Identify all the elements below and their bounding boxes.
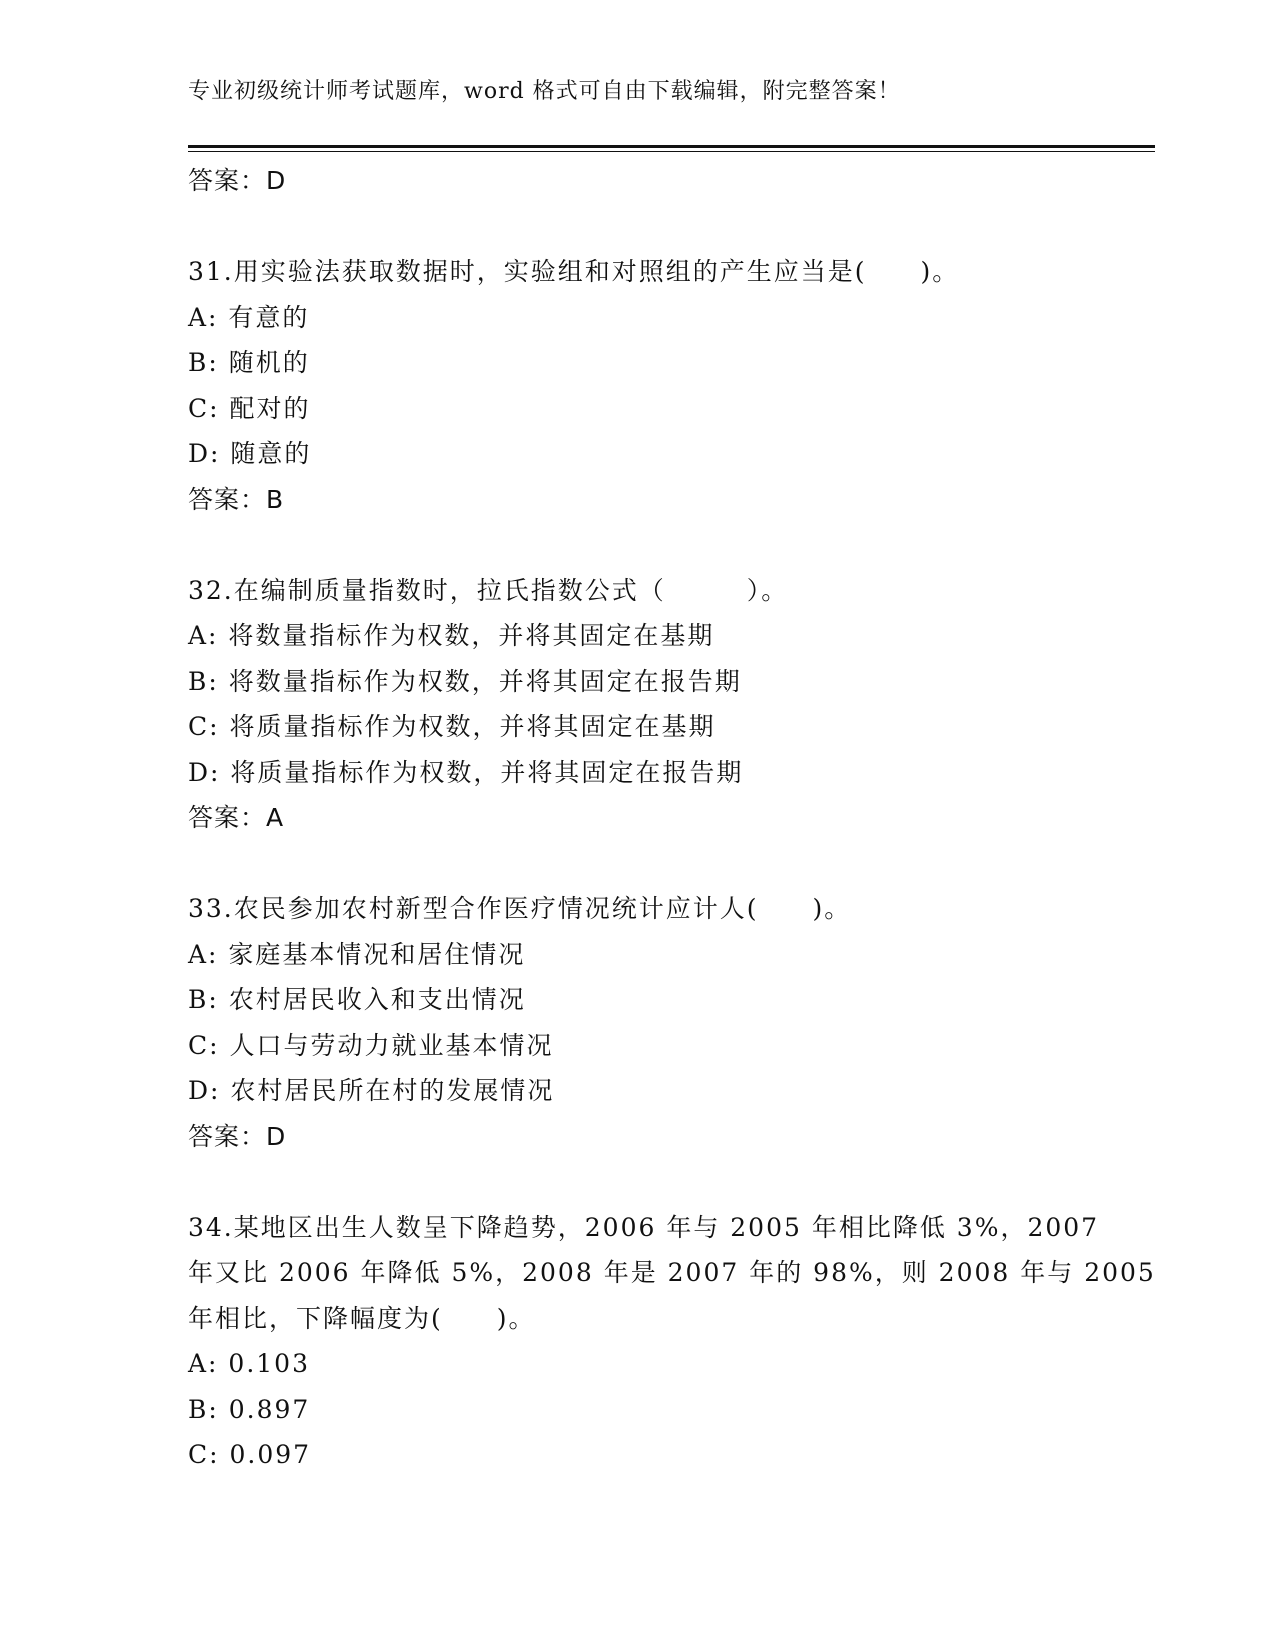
- spacer: [188, 841, 1088, 887]
- question-32: 32.在编制质量指数时，拉氏指数公式（ ）。: [188, 575, 789, 605]
- option-c: C: 0.097: [188, 1440, 312, 1469]
- option-b: B: 将数量指标作为权数，并将其固定在报告期: [188, 666, 742, 696]
- option-c: C: 人口与劳动力就业基本情况: [188, 1030, 554, 1060]
- option-b: B: 0.897: [188, 1394, 311, 1424]
- answer-label: 答案：D: [188, 1121, 287, 1151]
- option-b: B: 农村居民收入和支出情况: [188, 985, 526, 1014]
- option-a: A: 0.103: [188, 1349, 310, 1378]
- question-list: [188, 158, 1156, 1478]
- question-34-line-1: 34.某地区出生人数呈下降趋势，2006 年与 2005 年相比降低 3%，2007: [188, 1212, 1100, 1242]
- spacer: [188, 1159, 1088, 1205]
- question-34-line-2: 年又比 2006 年降低 5%，2008 年是 2007 年的 98%，则 2008 年与 2005: [188, 1258, 1156, 1287]
- page-header: 专业初级统计师考试题库，word 格式可自由下载编辑，附完整答案！: [188, 79, 901, 104]
- option-a: A: 有意的: [188, 302, 310, 332]
- option-d: D: 农村居民所在村的发展情况: [188, 1076, 555, 1105]
- option-d: D: 随意的: [188, 439, 312, 468]
- option-b: B: 随机的: [188, 348, 310, 377]
- answer-label: 答案：B: [188, 484, 285, 514]
- option-c: C: 将质量指标作为权数，并将其固定在基期: [188, 712, 716, 741]
- spacer: [188, 204, 1088, 250]
- question-34-line-3: 年相比，下降幅度为( )。: [188, 1303, 536, 1333]
- option-a: A: 家庭基本情况和居住情况: [188, 939, 526, 969]
- spacer: [188, 522, 1088, 568]
- question-31: 31.用实验法获取数据时，实验组和对照组的产生应当是( )。: [188, 257, 960, 286]
- option-d: D: 将质量指标作为权数，并将其固定在报告期: [188, 757, 744, 787]
- option-a: A: 将数量指标作为权数，并将其固定在基期: [188, 621, 715, 650]
- option-c: C: 配对的: [188, 393, 311, 423]
- answer-label: 答案：A: [188, 803, 285, 832]
- header-rule-thin: [188, 151, 1155, 152]
- header-rule-thick: [188, 145, 1155, 148]
- answer-label: 答案：D: [188, 166, 287, 195]
- question-33: 33.农民参加农村新型合作医疗情况统计应计人( )。: [188, 894, 852, 923]
